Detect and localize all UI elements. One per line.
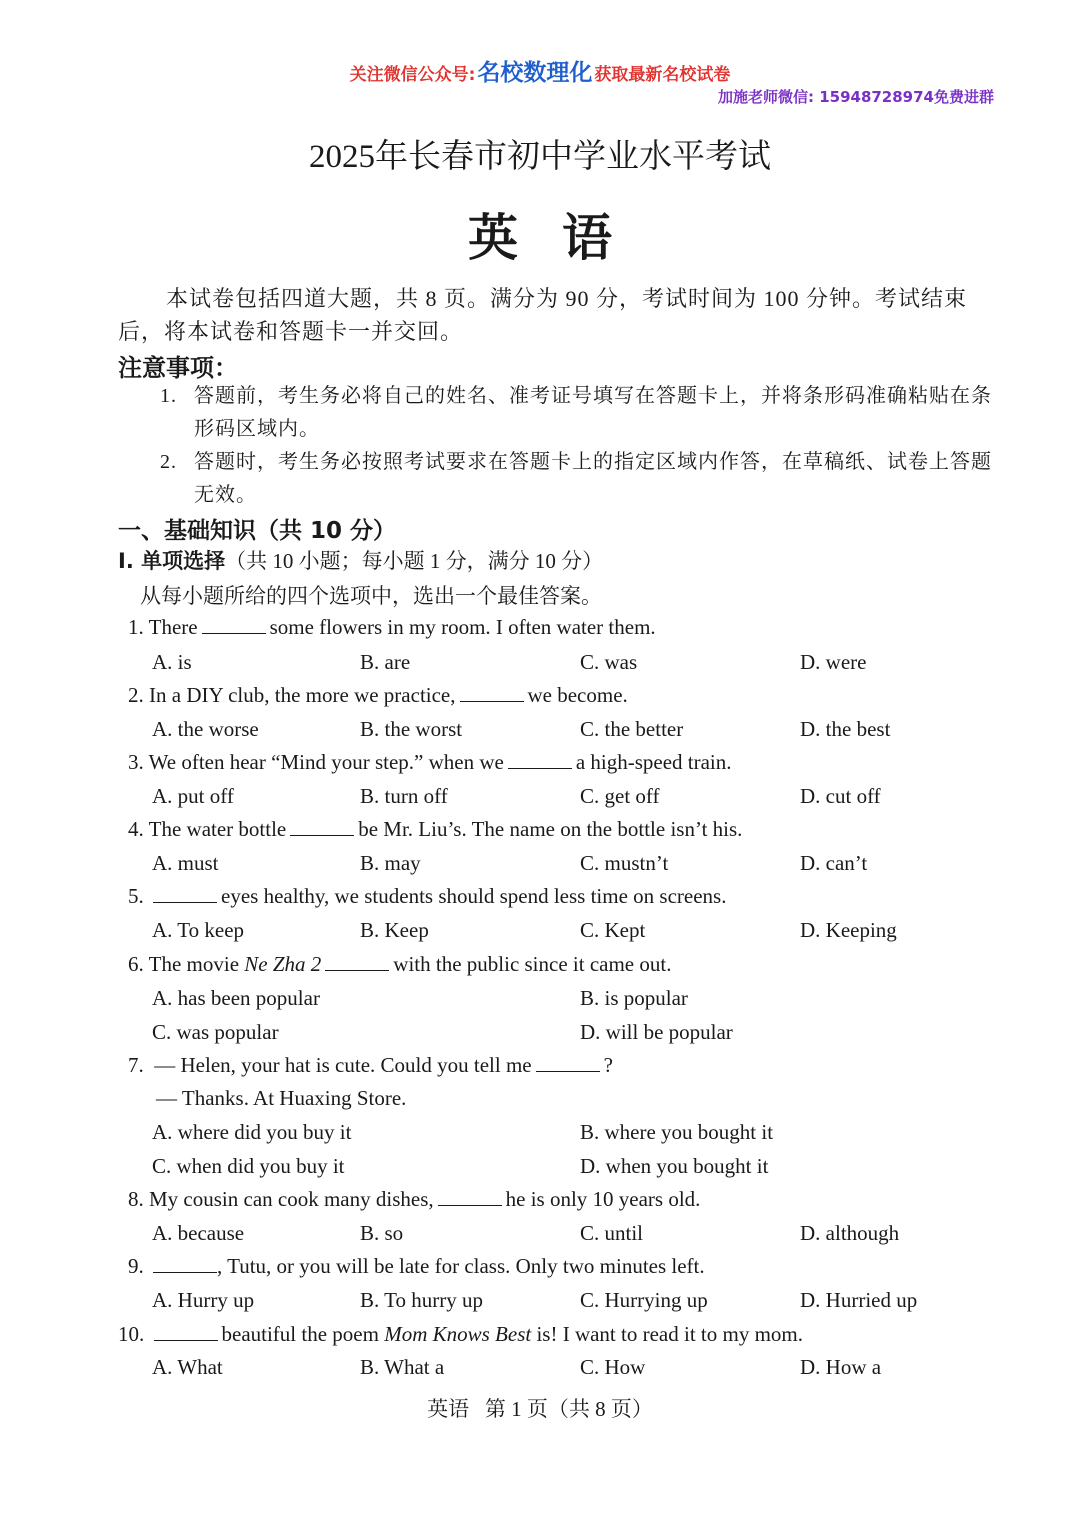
- footer-subject: 英语: [427, 1397, 470, 1421]
- option[interactable]: D. although: [800, 1221, 900, 1245]
- question-stem: [128, 884, 726, 909]
- question-number: 3.: [128, 750, 144, 774]
- stem-text: — Helen, your hat is cute. Could you tell me: [154, 1053, 532, 1077]
- stem-text: My cousin can cook many dishes,: [149, 1187, 434, 1211]
- option[interactable]: A. because: [152, 1221, 245, 1245]
- page-footer: [0, 1393, 1080, 1423]
- question-stem: [128, 1254, 705, 1279]
- promo-prefix: 关注微信公众号:: [349, 65, 476, 85]
- answer-blank: [154, 1322, 218, 1341]
- option[interactable]: B. is popular: [580, 986, 688, 1010]
- question-stem: [128, 952, 671, 977]
- stem-text: eyes healthy, we students should spend less time on screens.: [221, 884, 727, 908]
- answer-blank: [290, 817, 354, 836]
- stem-text: The water bottle: [148, 817, 287, 841]
- stem-text: We often hear “Mind your step.” when we: [148, 750, 504, 774]
- option[interactable]: D. were: [800, 650, 867, 674]
- question-stem: [128, 817, 742, 842]
- option[interactable]: C. Hurrying up: [580, 1288, 708, 1312]
- option[interactable]: A. Hurry up: [152, 1288, 255, 1312]
- option[interactable]: A. is: [152, 650, 192, 674]
- question-number: 2.: [128, 683, 144, 707]
- answer-blank: [202, 615, 266, 634]
- option[interactable]: D. cut off: [800, 784, 881, 808]
- note-number: 1.: [160, 385, 177, 407]
- question-number: 7.: [128, 1053, 144, 1077]
- promo-suffix: 获取最新名校试卷: [594, 65, 731, 85]
- option[interactable]: B. To hurry up: [360, 1288, 483, 1312]
- answer-blank: [153, 884, 217, 903]
- promo-contact: 加施老师微信: 15948728974免费进群: [717, 88, 994, 106]
- answer-blank: [460, 683, 524, 702]
- instruction: 从每小题所给的四个选项中，选出一个最佳答案。: [140, 584, 602, 608]
- option[interactable]: A. where did you buy it: [152, 1120, 352, 1144]
- dialogue-reply: — Thanks. At Huaxing Store.: [156, 1086, 407, 1110]
- option[interactable]: A. put off: [152, 784, 234, 808]
- subsection-heading: [118, 545, 603, 575]
- option[interactable]: A. To keep: [152, 918, 245, 942]
- answer-blank: [508, 750, 572, 769]
- stem-text: The movie: [148, 952, 240, 976]
- stem-text: a high-speed train.: [575, 750, 732, 774]
- option[interactable]: C. How: [580, 1355, 646, 1379]
- option[interactable]: C. get off: [580, 784, 660, 808]
- notes-heading: 注意事项：: [118, 354, 238, 382]
- option[interactable]: C. was: [580, 650, 638, 674]
- question-number: 10.: [118, 1322, 145, 1346]
- option[interactable]: D. Hurried up: [800, 1288, 918, 1312]
- option[interactable]: B. where you bought it: [580, 1120, 774, 1144]
- question-number: 5.: [128, 884, 144, 908]
- exam-subject: 英语: [468, 210, 656, 266]
- stem-text: with the public since it came out.: [393, 952, 672, 976]
- question-stem: [118, 1322, 803, 1347]
- option[interactable]: C. when did you buy it: [152, 1154, 345, 1178]
- option[interactable]: B. are: [360, 650, 411, 674]
- promo-banner: [0, 54, 1080, 87]
- option[interactable]: C. until: [580, 1221, 644, 1245]
- option[interactable]: B. the worst: [360, 717, 463, 741]
- note-text: 答题时，考生务必按照考试要求在答题卡上的指定区域内作答，在草稿纸、试卷上答题无效。: [194, 451, 992, 506]
- option[interactable]: A. What: [152, 1355, 223, 1379]
- subsection-detail: （共 10 小题；每小题 1 分，满分 10 分）: [225, 549, 604, 573]
- stem-text: we become.: [527, 683, 628, 707]
- option[interactable]: B. may: [360, 851, 421, 875]
- exam-title: 2025年长春市初中学业水平考试: [309, 139, 771, 175]
- option[interactable]: D. will be popular: [580, 1020, 733, 1044]
- option[interactable]: D. can’t: [800, 851, 868, 875]
- option[interactable]: D. the best: [800, 717, 891, 741]
- stem-text: be Mr. Liu’s. The name on the bottle isn’t his.: [358, 817, 743, 841]
- stem-text: There: [148, 615, 198, 639]
- option[interactable]: D. How a: [800, 1355, 882, 1379]
- option[interactable]: A. the worse: [152, 717, 259, 741]
- movie-title: Ne Zha 2: [244, 952, 322, 976]
- option[interactable]: A. has been popular: [152, 986, 320, 1010]
- promo-brand: 名校数理化: [477, 60, 593, 86]
- answer-blank: [325, 952, 389, 971]
- answer-blank: [438, 1187, 502, 1206]
- stem-text: he is only 10 years old.: [505, 1187, 701, 1211]
- question-stem: [128, 1053, 613, 1078]
- option[interactable]: B. so: [360, 1221, 404, 1245]
- question-stem: [128, 683, 628, 708]
- subsection-label: I. 单项选择: [118, 549, 226, 573]
- question-number: 9.: [128, 1254, 144, 1278]
- question-number: 6.: [128, 952, 144, 976]
- option[interactable]: B. Keep: [360, 918, 429, 942]
- option[interactable]: A. must: [152, 851, 219, 875]
- question-number: 1.: [128, 615, 144, 639]
- option[interactable]: C. was popular: [152, 1020, 279, 1044]
- note-item: [160, 380, 1002, 446]
- question-stem: [128, 750, 732, 775]
- note-item: [160, 446, 1002, 512]
- note-number: 2.: [160, 451, 177, 473]
- option[interactable]: C. Kept: [580, 918, 646, 942]
- stem-text: some flowers in my room. I often water them.: [269, 615, 656, 639]
- option[interactable]: D. when you bought it: [580, 1154, 769, 1178]
- section-heading: 一、基础知识（共 10 分）: [118, 518, 397, 544]
- footer-page: 第 1 页（共 8 页）: [484, 1397, 653, 1421]
- option[interactable]: B. What a: [360, 1355, 445, 1379]
- stem-text: ?: [603, 1053, 613, 1077]
- question-stem: [128, 615, 656, 640]
- stem-text: beautiful the poem: [221, 1322, 379, 1346]
- answer-blank: [536, 1053, 600, 1072]
- stem-text: In a DIY club, the more we practice,: [149, 683, 456, 707]
- option[interactable]: D. Keeping: [800, 918, 897, 942]
- question-number: 4.: [128, 817, 144, 841]
- option[interactable]: C. mustn’t: [580, 851, 669, 875]
- answer-blank: [153, 1254, 217, 1273]
- question-number: 8.: [128, 1187, 144, 1211]
- option[interactable]: B. turn off: [360, 784, 448, 808]
- stem-text: , Tutu, or you will be late for class. Only two minutes left.: [217, 1254, 705, 1278]
- note-text: 答题前，考生务必将自己的姓名、准考证号填写在答题卡上，并将条形码准确粘贴在条形码区域内。: [194, 385, 992, 440]
- question-stem: [128, 1187, 700, 1212]
- poem-title: Mom Knows Best: [384, 1322, 532, 1346]
- exam-intro: 本试卷包括四道大题，共 8 页。满分为 90 分，考试时间为 100 分钟。考试结束后，将本试卷和答题卡一并交回。: [118, 286, 968, 344]
- option[interactable]: C. the better: [580, 717, 684, 741]
- stem-text: is! I want to read it to my mom.: [536, 1322, 803, 1346]
